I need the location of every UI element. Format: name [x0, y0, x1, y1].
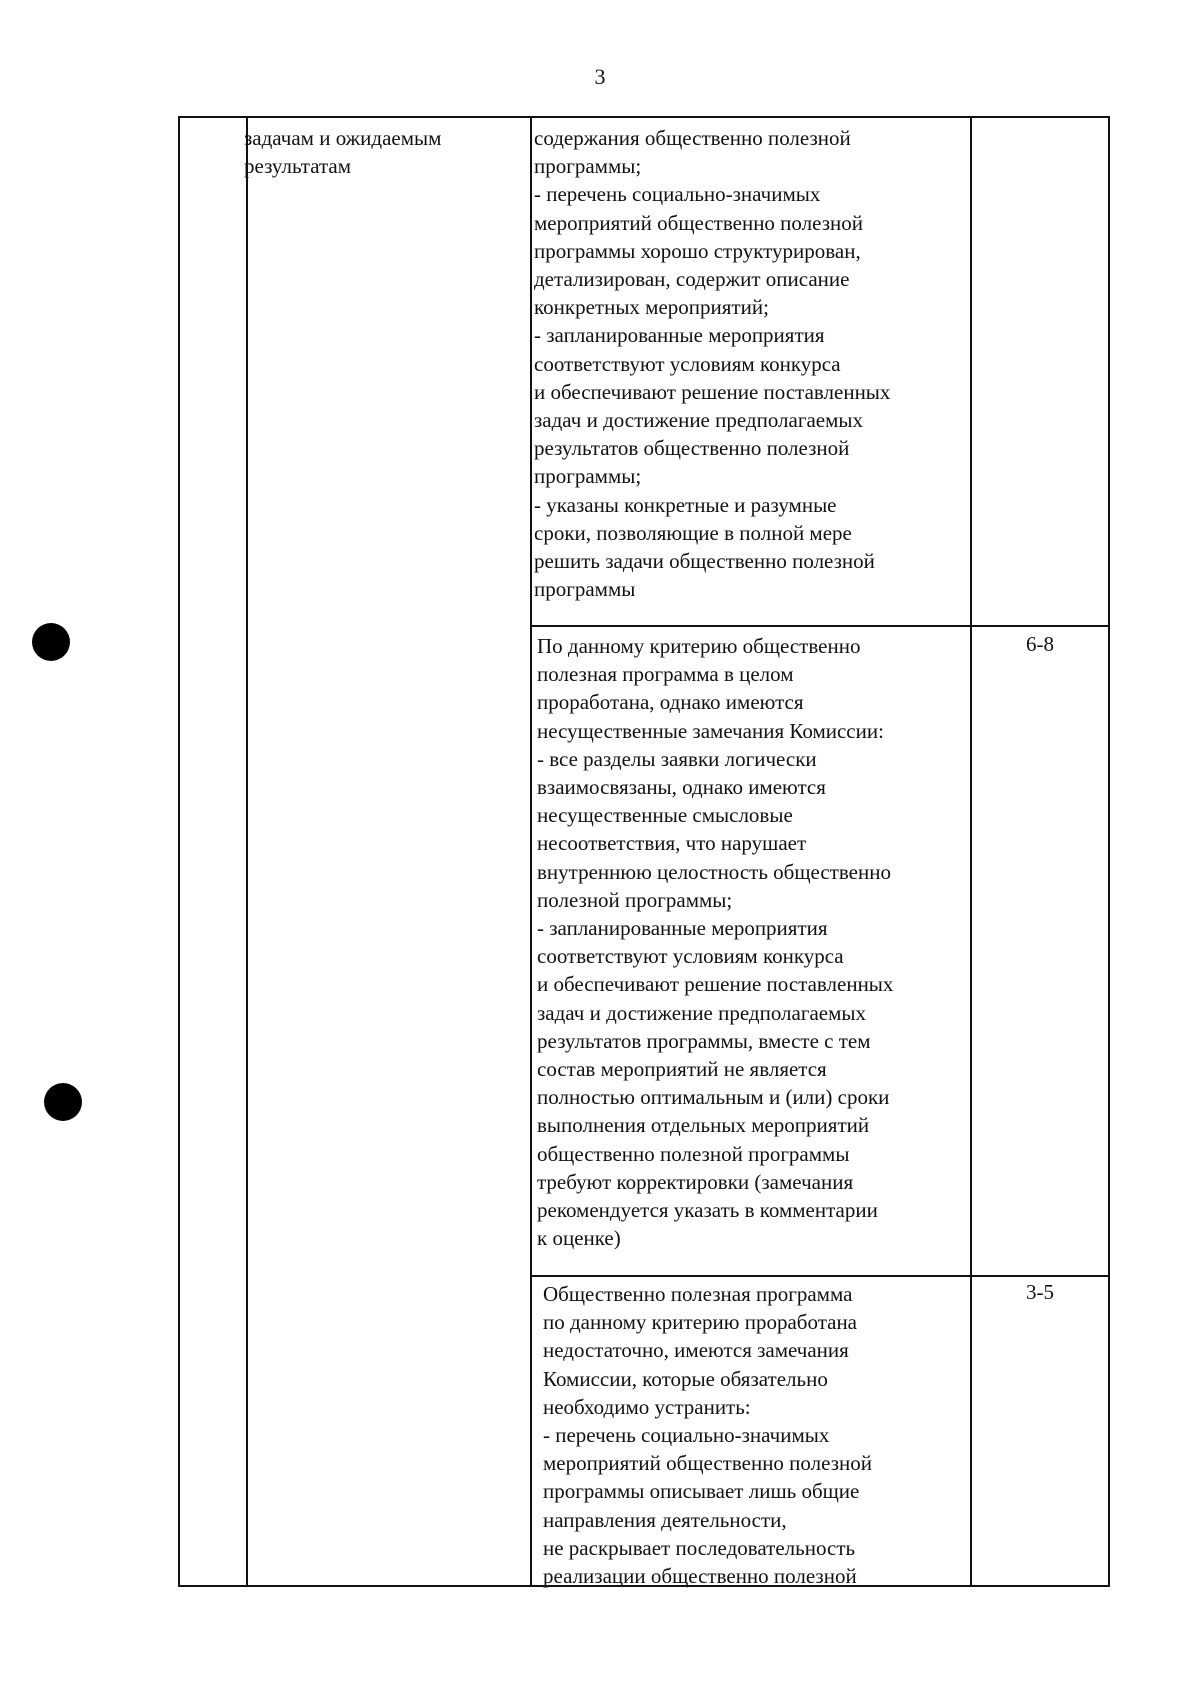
row-divider-2: [530, 1275, 1110, 1277]
column-divider-1: [246, 116, 248, 1587]
page-number: 3: [594, 64, 606, 89]
hole-punch-bottom: [44, 1083, 82, 1121]
column-divider-2: [530, 116, 532, 1587]
row-3-score: 3-5: [1026, 1280, 1054, 1304]
row-2-score: 6-8: [1026, 632, 1054, 656]
row-3-description: Общественно полезная программа по данному критерию проработана недостаточно, имеются замечания Комиссии, которые обязательно необходимо устранить: - перечень социально-значимых мероприятий общественно полезной программы описывает лишь общие направления деятельности, не раскрывает последовательность реализации общественно полезной: [543, 1282, 872, 1589]
row-1-description: содержания общественно полезной программы; - перечень социально-значимых мероприятий общественно полезной программы хорошо структурирован, детализирован, содержит описание конкретных мероприятий; - запланированные мероприятия соответствуют условиям конкурса и обеспечивают решение поставленных задач и достижение предполагаемых результатов общественно полезной программы; - указаны конкретные и разумные сроки, позволяющие в полной мере решить задачи общественно полезной программы: [534, 126, 891, 602]
row-2-description: По данному критерию общественно полезная программа в целом проработана, однако имеются несущественные замечания Комиссии: - все разделы заявки логически взаимосвязаны, однако имеются несущественные смысловые несоответствия, что нарушает внутреннюю целостность общественно полезной программы; - запланированные мероприятия соответствуют условиям конкурса и обеспечивают решение поставленных задач и достижение предполагаемых результатов программы, вместе с тем состав мероприятий не является полностью оптимальным и (или) сроки выполнения отдельных мероприятий общественно полезной программы требуют корректировки (замечания рекомендуется указать в комментарии к оценке): [537, 634, 894, 1251]
row-divider-1: [530, 625, 1110, 627]
hole-punch-top: [32, 623, 70, 661]
column-divider-3: [970, 116, 972, 1587]
criterion-label: задачам и ожидаемым результатам: [244, 126, 442, 179]
